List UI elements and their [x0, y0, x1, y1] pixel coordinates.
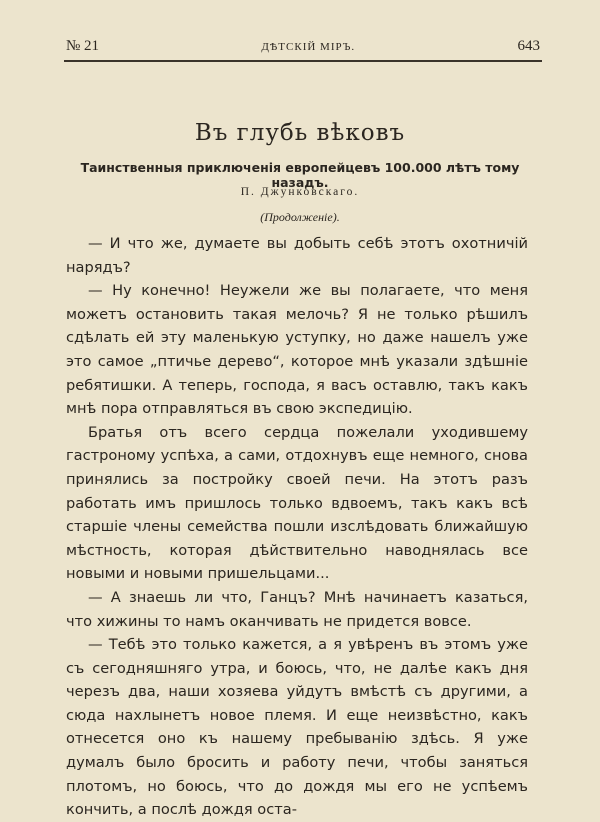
running-header: [66, 38, 540, 55]
paragraph: — И что же, думаете вы добыть себѣ этотъ охотничій нарядъ?: [66, 235, 528, 276]
article-title: Въ глубь вѣковъ: [194, 120, 406, 146]
journal-title: ДѢТСКІЙ МІРЪ.: [261, 41, 356, 53]
continued-note: (Продолженіе).: [260, 210, 340, 224]
issue-number: № 21: [66, 38, 100, 54]
paragraph: — Тебѣ это только кажется, а я увѣренъ въ этомъ уже съ сегодняшняго утра, и боюсь, что, не далѣе какъ дня черезъ два, наши хозяева уйдутъ вмѣстѣ съ другими, а сюда нахлынетъ новое племя. И еще неизвѣстно, какъ отнесется оно къ нашему пребыванію здѣсь. Я уже думалъ было бросить и работу печи, чтобы заняться плотомъ, но боюсь, что до дождя мы его не успѣемъ кончить, а послѣ дождя оста-: [66, 636, 528, 819]
article-author: П. Джунковскаго.: [240, 186, 360, 198]
header-rule: [64, 60, 542, 62]
page-number: 643: [517, 38, 540, 54]
article-body: [66, 232, 528, 822]
article-subtitle: Таинственныя приключенія европейцевъ 100.000 лѣтъ тому назадъ.: [80, 160, 520, 190]
paragraph: Братья отъ всего сердца пожелали уходившему гастроному успѣха, а сами, отдохнувъ еще немного, снова принялись за постройку своей печи. На этотъ разъ работать имъ пришлось только вдвоемъ, такъ какъ всѣ старшіе члены семейства пошли изслѣдовать ближайшую мѣстность, которая дѣйствительно наводнялась все новыми и новыми пришельцами...: [66, 423, 528, 583]
paragraph: — Ну конечно! Неужели же вы полагаете, что меня можетъ остановить такая мелочь? Я не только рѣшилъ сдѣлать ей эту маленькую уступку, но даже нашелъ уже это самое „птичье дерево“, которое мнѣ указали здѣшніе ребятишки. А теперь, господа, я васъ оставлю, такъ какъ мнѣ пора отправляться въ свою экспедицію.: [66, 282, 528, 418]
paragraph: — А знаешь ли что, Ганцъ? Мнѣ начинаетъ казаться, что хижины то намъ оканчивать не придется вовсе.: [66, 588, 528, 630]
